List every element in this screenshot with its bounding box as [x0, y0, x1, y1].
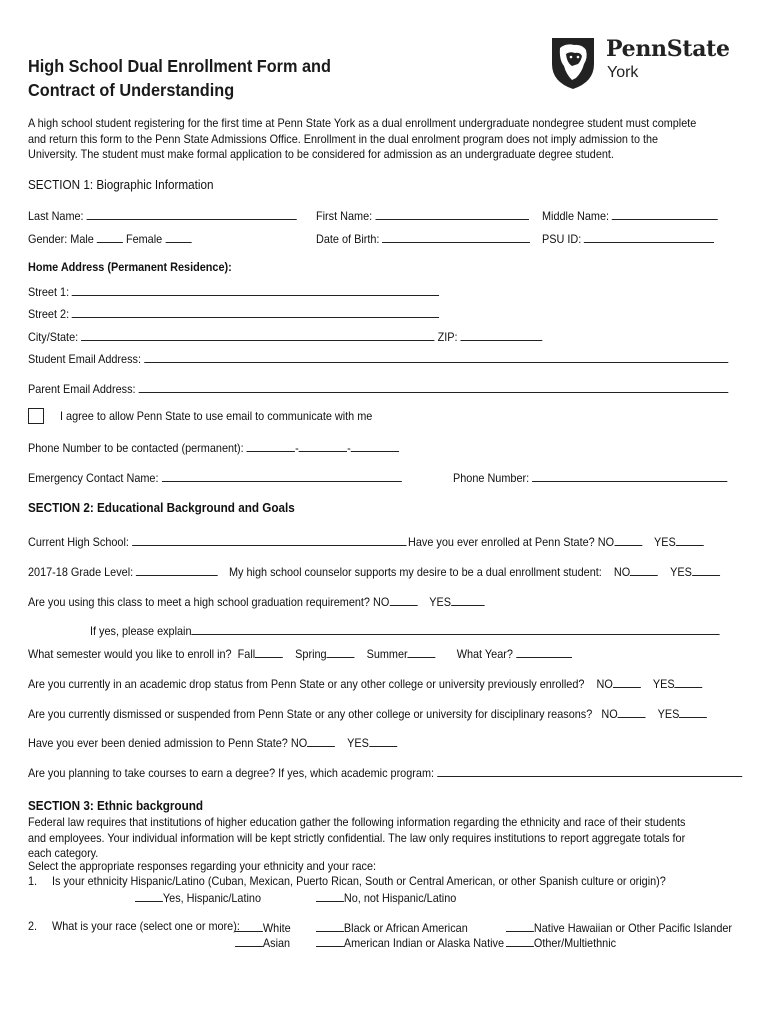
spring-label: Spring — [295, 648, 327, 661]
no-label: NO — [613, 566, 631, 579]
enrolled-question[interactable] — [408, 534, 704, 549]
dismissed-label: Are you currently dismissed or suspended from Penn State or any other college or university for disciplinary reasons? — [28, 708, 593, 721]
parent-email-field[interactable] — [28, 381, 728, 396]
graduation-label: Are you using this class to meet a high school graduation requirement? — [28, 596, 370, 609]
yes-hispanic-option[interactable] — [135, 890, 261, 905]
title-line-1: High School Dual Enrollment Form and — [28, 56, 331, 76]
street2-label: Street 2: — [28, 308, 70, 321]
student-email-field[interactable] — [28, 351, 728, 366]
yes-hispanic-label: Yes, Hispanic/Latino — [162, 892, 262, 905]
pennstate-york-logo — [548, 34, 744, 92]
no-label: NO — [373, 596, 390, 609]
other-label: Other/Multiethnic — [533, 937, 617, 950]
degree-label: Are you planning to take courses to earn a degree? If yes, which academic program: — [28, 767, 435, 780]
psu-id-field[interactable] — [542, 231, 714, 246]
middle-name-field[interactable] — [542, 208, 718, 223]
no-label: NO — [290, 737, 308, 750]
black-label: Black or African American — [343, 922, 468, 935]
yes-label: YES — [652, 678, 675, 691]
dob-label: Date of Birth: — [316, 233, 380, 246]
dob-field[interactable] — [316, 231, 530, 246]
gender-female-label: Female — [125, 233, 163, 246]
psu-id-label: PSU ID: — [542, 233, 582, 246]
denied-question[interactable] — [28, 735, 397, 750]
phone-field[interactable]: Phone Number to be contacted (permanent): - - — [28, 440, 399, 455]
phone-label: Phone Number to be contacted (permanent): — [28, 442, 244, 455]
other-option[interactable] — [506, 935, 616, 950]
street2-field[interactable] — [28, 306, 439, 321]
summer-label: Summer — [366, 648, 408, 661]
parent-email-label: Parent Email Address: — [28, 383, 136, 396]
logo-name: PennState — [606, 36, 730, 62]
white-option[interactable] — [235, 920, 291, 935]
grade-level-field[interactable] — [28, 564, 218, 579]
street1-label: Street 1: — [28, 286, 70, 299]
home-address-heading: Home Address (Permanent Residence): — [28, 261, 232, 274]
last-name-field[interactable] — [28, 208, 297, 223]
page-title — [28, 54, 331, 102]
yes-label: YES — [429, 596, 452, 609]
email-consent-label: I agree to allow Penn State to use email to communicate with me — [60, 410, 373, 423]
drop-status-question[interactable] — [28, 676, 702, 691]
explain-label: If yes, please explain — [90, 625, 192, 638]
city-state-label: City/State: — [28, 331, 79, 344]
nittany-lion-shield-icon — [548, 34, 598, 90]
high-school-field[interactable] — [28, 534, 406, 549]
no-label: NO — [601, 708, 618, 721]
q2-number: 2. — [28, 920, 38, 933]
emergency-contact-field[interactable] — [28, 470, 401, 485]
no-hispanic-label: No, not Hispanic/Latino — [343, 892, 457, 905]
graduation-question[interactable] — [28, 594, 485, 609]
intro-paragraph: A high school student registering for the first time at Penn State York as a dual enrollment undergraduate nondegree student must complete and return this form to the Penn State Admissions Office. Enrollment in the dual enrolment program does not imply admission to the University. The student must make formal application to be considered for admission as an undergraduate degree student. — [28, 117, 697, 161]
no-label: NO — [597, 536, 615, 549]
q1-number: 1. — [28, 875, 38, 888]
zip-label: ZIP: — [437, 331, 458, 344]
section2-heading: SECTION 2: Educational Background and Goals — [28, 501, 295, 515]
logo-campus: York — [607, 64, 639, 81]
grade-level-label: 2017-18 Grade Level: — [28, 566, 134, 579]
select-instructions: Select the appropriate responses regarding your ethnicity and your race: — [28, 860, 377, 873]
federal-law-paragraph: Federal law requires that institutions of higher education gather the following information regarding the ethnicity and race of their students and employees. Your individual information will be kept strictly confidential. The law only requires institutions to report aggregate totals for each category. — [28, 816, 686, 860]
first-name-label: First Name: — [316, 210, 373, 223]
last-name-label: Last Name: — [28, 210, 84, 223]
q1-text: Is your ethnicity Hispanic/Latino (Cuban, Mexican, Puerto Rican, South or Central American, or other Spanish culture or origin)? — [52, 875, 666, 888]
hawaiian-option[interactable] — [506, 920, 732, 935]
american-indian-label: American Indian or Alaska Native — [343, 937, 505, 950]
emergency-phone-field[interactable] — [453, 470, 727, 485]
yes-label: YES — [347, 737, 369, 750]
white-label: White — [262, 922, 291, 935]
yes-label: YES — [657, 708, 680, 721]
dismissed-question[interactable] — [28, 706, 707, 721]
asian-option[interactable] — [235, 935, 290, 950]
section3-heading: SECTION 3: Ethnic background — [28, 799, 204, 813]
yes-label: YES — [654, 536, 676, 549]
q2-text: What is your race (select one or more): — [52, 920, 240, 933]
student-email-label: Student Email Address: — [28, 353, 141, 366]
no-label: NO — [596, 678, 613, 691]
counselor-label: My high school counselor supports my desire to be a dual enrollment student: — [229, 566, 602, 579]
title-line-2: Contract of Understanding — [28, 80, 235, 100]
asian-label: Asian — [262, 937, 291, 950]
explain-field[interactable] — [90, 623, 720, 638]
gender-male-label: Gender: Male — [28, 233, 94, 246]
yes-label: YES — [670, 566, 692, 579]
high-school-label: Current High School: — [28, 536, 129, 549]
american-indian-option[interactable] — [316, 935, 504, 950]
street1-field[interactable] — [28, 284, 439, 299]
black-option[interactable] — [316, 920, 468, 935]
semester-label: What semester would you like to enroll in? — [28, 648, 232, 661]
fall-label: Fall — [237, 648, 256, 661]
semester-question[interactable] — [28, 646, 572, 661]
gender-field[interactable] — [28, 231, 191, 246]
drop-status-label: Are you currently in an academic drop status from Penn State or any other college or university previously enrolled? — [28, 678, 585, 691]
degree-question[interactable] — [28, 765, 742, 780]
year-label: What Year? — [456, 648, 513, 661]
no-hispanic-option[interactable] — [316, 890, 456, 905]
enrolled-label: Have you ever enrolled at Penn State? — [408, 536, 595, 549]
section1-heading: SECTION 1: Biographic Information — [28, 178, 214, 192]
denied-label: Have you ever been denied admission to Penn State? — [28, 737, 288, 750]
email-consent-checkbox[interactable] — [28, 408, 44, 424]
city-state-field[interactable] — [28, 329, 542, 344]
emergency-phone-label: Phone Number: — [453, 472, 530, 485]
first-name-field[interactable] — [316, 208, 529, 223]
counselor-question[interactable] — [229, 564, 720, 579]
middle-name-label: Middle Name: — [542, 210, 610, 223]
emergency-contact-label: Emergency Contact Name: — [28, 472, 159, 485]
hawaiian-label: Native Hawaiian or Other Pacific Islander — [533, 922, 733, 935]
